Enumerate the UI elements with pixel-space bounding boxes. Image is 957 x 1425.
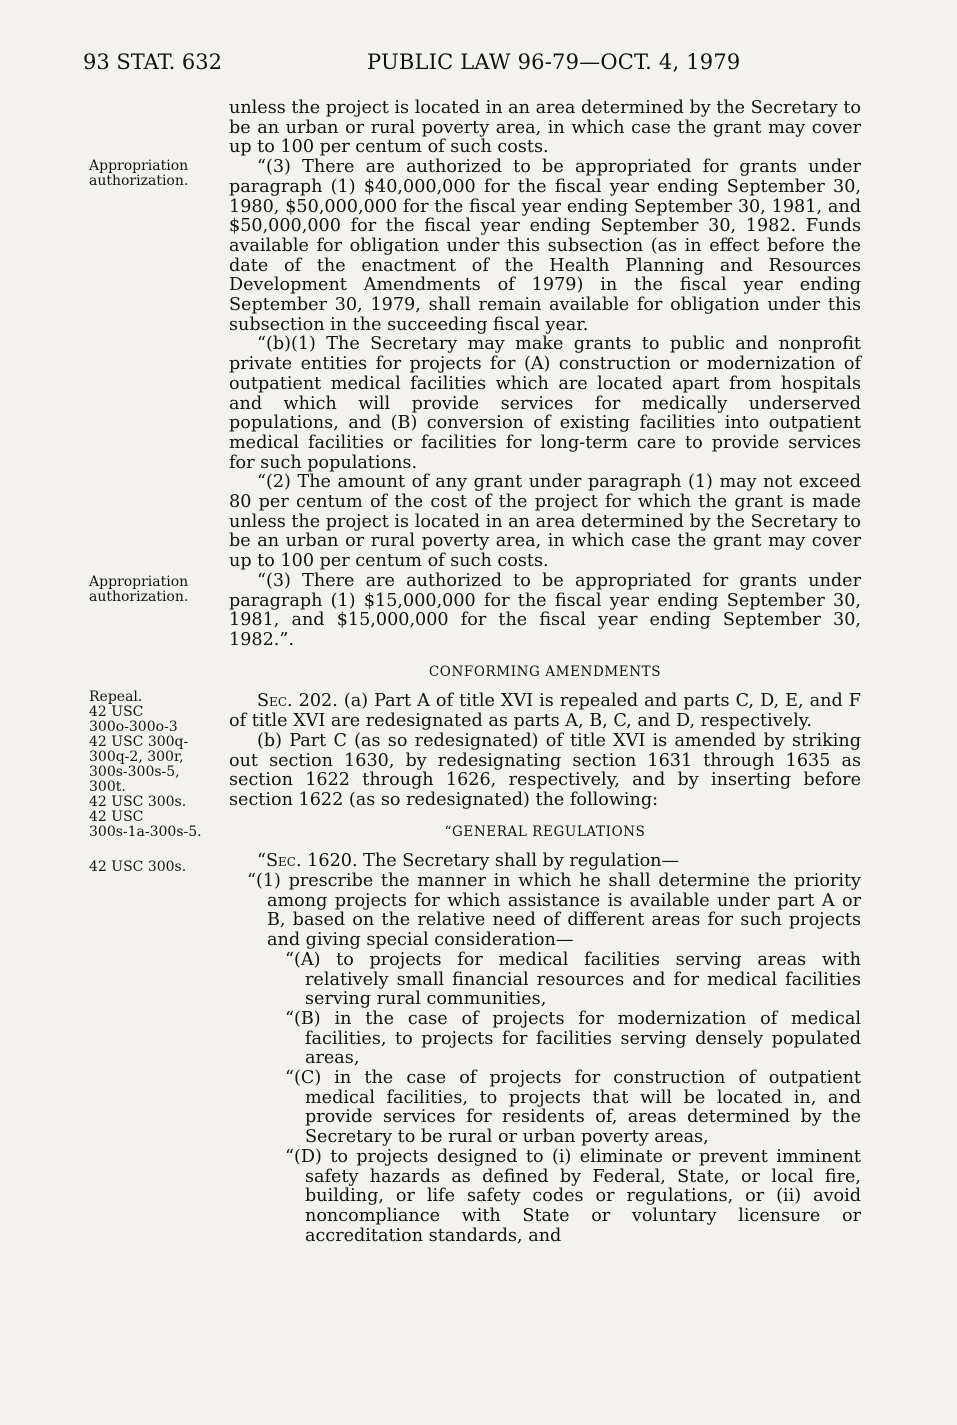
section-heading: “GENERAL REGULATIONS (444, 823, 646, 840)
paragraph: “(2) The amount of any grant under paragraph (1) may not exceed 80 per centum of the cost of the project for which the grant is made unless the project is located in an area determined by the Secretary to be an urban or rural poverty area, in which case the grant may cover up to 100 per centum of such costs. (229, 472, 861, 572)
paragraph: “(b)(1) The Secretary may make grants to public and nonprofit private entities for projects for (A) construction or modernization of outpatient medical facilities which are located apart from hospitals and which will provide services for medically underserved populations, and (B) conversion of existing facilities into outpatient medical facilities or facilities for long-term care to provide services for such populations. (229, 334, 861, 473)
paragraph: unless the project is located in an area determined by the Secretary to be an urban or rural poverty area, in which case the grant may cover up to 100 per centum of such costs. (229, 98, 861, 158)
paragraph: “(C) in the case of projects for construction of outpatient medical facilities, to projects that will be located in, and provide services for residents of, areas determined by the Secretary to be rural or urban poverty areas, (285, 1068, 861, 1148)
stat-citation: 93 STAT. 632 (83, 50, 223, 74)
section-heading: CONFORMING AMENDMENTS (428, 663, 662, 680)
paragraph: “Sec. 1620. The Secretary shall by regulation— (257, 851, 680, 872)
section-label: “Sec. (257, 851, 302, 872)
paragraph: Sec. 202. (a) Part A of title XVI is repealed and parts C, D, E, and F of title XVI are redesignated as parts A, B, C, and D, respectively. (229, 691, 861, 732)
paragraph: “(3) There are authorized to be appropriated for grants under paragraph (1) $15,000,000 for the fiscal year ending September 30, 1981, and $15,000,000 for the fiscal year ending September 30, 1982.”. (229, 570, 861, 650)
paragraph: “(A) to projects for medical facilities serving areas with relatively small financial resources and for medical facilities serving rural communities, (285, 949, 861, 1010)
paragraph: “(3) There are authorized to be appropriated for grants under paragraph (1) $40,000,000 for the fiscal year ending September 30, 1980, $50,000,000 for the fiscal year ending September 30, 1981, and $50,000,000 for the fiscal year ending September 30, 1982. Funds available for obligation under this subsection (as in effect before the date of the enactment of the Health Planning and Resources Development Amendments of 1979) in the fiscal year ending September 30, 1979, shall remain available for obligation under this subsection in the succeeding fiscal year. (229, 157, 861, 335)
page-title: PUBLIC LAW 96-79—OCT. 4, 1979 (367, 50, 741, 74)
paragraph: “(D) to projects designed to (i) eliminate or prevent imminent safety hazards as defined by Federal, State, or local fire, building, or life safety codes or regulations, or (ii) avoid noncompliance with State or voluntary licensure or accreditation standards, and (285, 1146, 861, 1246)
margin-note-appropriation-2: Appropriation authorization. (89, 574, 189, 605)
running-header (83, 50, 861, 80)
section-label: Sec. (257, 691, 293, 712)
paragraph: “(1) prescribe the manner in which he shall determine the priority among projects for which assistance is available under part A or B, based on the relative need of different areas for such projects and giving special consideration— (247, 871, 861, 951)
paragraph: “(B) in the case of projects for modernization of medical facilities, to projects for facilities serving densely populated areas, (285, 1008, 861, 1069)
margin-note-appropriation-1: Appropriation authorization. (89, 158, 189, 189)
statute-text (229, 99, 861, 1246)
paragraph: (b) Part C (as so redesignated) of title XVI is amended by striking out section 1630, by redesignating section 1631 through 1635 as section 1622 through 1626, respectively, and by inserting before section 1622 (as so redesignated) the following: (229, 730, 861, 810)
margin-note-usc: 42 USC 300s. (89, 859, 187, 875)
margin-note-repeal: Repeal. 42 USC 300o-300o-3 42 USC 300q- 300q-2, 300r, 300s-300s-5, 300t. 42 USC 300s. 42 USC 300s-1a-300s-5. (89, 689, 202, 840)
